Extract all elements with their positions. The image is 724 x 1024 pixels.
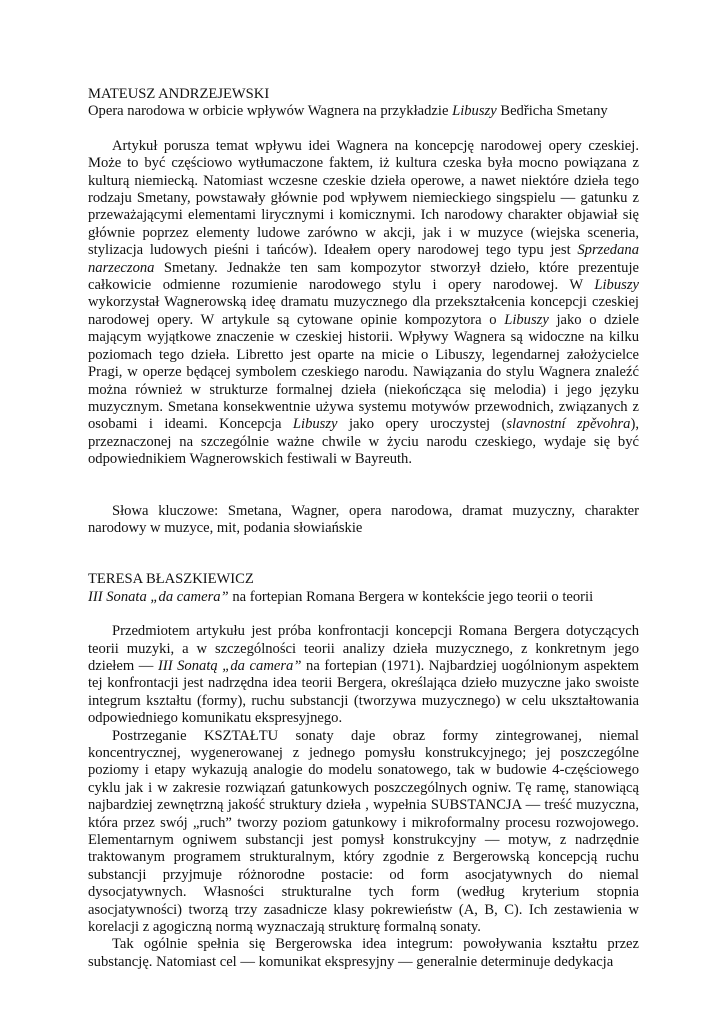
article2-title-text: na fortepian Romana Bergera w kontekście jego teorii o teorii [228, 588, 594, 605]
abstract-text: wykorzystał Wagnerowską ideę dramatu muzycznego dla przekształcenia koncepcji czeskiej narodowej opery. W artykule są cytowane opinie kompozytora o [88, 294, 639, 328]
abstract-italic: Libuszy [594, 277, 639, 294]
article1-author: MATEUSZ ANDRZEJEWSKI [88, 86, 270, 102]
abstract-italic: Libuszy [504, 311, 549, 328]
document-page [88, 86, 639, 971]
article1-title-text-end: Bedřicha Smetany [496, 103, 608, 120]
article1-abstract [88, 138, 639, 469]
article2-paragraph-2: Postrzeganie KSZTAŁTU sonaty daje obraz formy zintegrowanej, niemal koncentrycznej, wygenerowanej z jednego pomysłu konstrukcyjnego; jej poszczególne poziomy i etapy wykazują analogie do modelu sonatowego, tak w budowie 4-częściowego cyklu jak i w zakresie rozwiązań gatunkowych poszczególnych ogniw. Tę ramę, stanowiącą najbardziej zewnętrzną jakość struktury dzieła , wypełnia SUBSTANCJA — treść muzyczna, która przez swój „ruch” tworzy poziom gatunkowy i mikroformalny procesu rozwojowego. Elementarnym ogniwem substancji jest pomysł konstrukcyjny — motyw, z nadrzędnie traktowanym programem strukturalnym, który zgodnie z Bergerowską koncepcją ruchu substancji przyjmuje różnorodne postacie: od form asocjatywnych do niemal dysocjatywnych. Własności strukturalne tych form (według kryterium stopnia asocjatywności) tworzą trzy zasadnicze klasy pokrewieństw (A, B, C). Ich zestawienia w korelacji z agogiczną normą wyznaczają strukturę formalną sonaty. [88, 727, 639, 936]
abstract-text: jako opery uroczystej ( [337, 416, 507, 433]
article1-title [88, 103, 639, 120]
abstract-text: jako o dziele mającym wyjątkowe znaczenie w czeskiej historii. Wpływy Wagnera są widoczne na kilku poziomach tego dzieła. Libretto jest oparte na micie o Libuszy, legendarnej założycielce Pragi, w operze będącej symbolem czeskiego narodu. Nawiązania do stylu Wagnera znaleźć można również w strukturze formalnej dzieła (niekończąca się melodia) i jego języku muzycznym. Smetana konsekwentnie używa systemu motywów przewodnich, związanych z osobami i ideami. Koncepcja [88, 311, 639, 433]
article1-title-text: Opera narodowa w orbicie wpływów Wagnera na przykładzie [88, 103, 453, 120]
article2-title-italic: III Sonata „da camera” [88, 588, 229, 605]
article2-paragraph-1 [88, 623, 639, 727]
spacer [88, 606, 639, 623]
spacer [88, 537, 639, 571]
article2-author: TERESA BŁASZKIEWICZ [88, 571, 254, 588]
article2-title [88, 589, 639, 606]
article1-title-italic: Libuszy [452, 103, 497, 120]
abstract-text: Artykuł porusza temat wpływu idei Wagnera na koncepcję narodowej opery czeskiej. Może to być częściowo wytłumaczone faktem, iż kultura czeska była mocno powiązana z kulturą niemiecką. Natomiast wczesne czeskie dzieła operowe, a nawet niektóre dzieła tego rodzaju Smetany, powstawały głównie pod wpływem niemieckiego singspielu — gatunku z przeważającymi elementami lirycznymi i komicznymi. Ich narodowy charakter objawiał się głównie poprzez elementy ludowe zarówno w akcji, jak i w muzyce (wiejska sceneria, stylizacja ludowych pieśni i tańców). Ideałem opery narodowej tego typu jest [88, 137, 639, 259]
spacer [88, 121, 639, 138]
abstract-italic: slavnostní zpěvohra [506, 416, 631, 433]
abstract-text: Smetany. Jednakże ten sam kompozytor stworzył dzieło, które prezentuje całkowicie odmienne rozumienie narodowego stylu i opery narodowej. W [88, 259, 639, 294]
spacer [88, 469, 639, 503]
paragraph-text: Przedmiotem artykułu jest próba konfrontacji koncepcji Romana Bergera dotyczących teorii muzyki, a w szczególności teorii analizy dzieła muzycznego, z konkretnym jego dziełem — [88, 623, 639, 674]
abstract-italic: Sprzedana narzeczona [88, 242, 639, 276]
article1-keywords: Słowa kluczowe: Smetana, Wagner, opera narodowa, dramat muzyczny, charakter narodowy w muzyce, mit, podania słowiańskie [88, 502, 639, 536]
abstract-italic: Libuszy [292, 416, 338, 433]
article2-paragraph-3: Tak ogólnie spełnia się Bergerowska idea integrum: powoływania kształtu przez substancję. Natomiast cel — komunikat ekspresyjny — generalnie determinuje dedykacja [88, 936, 639, 970]
paragraph-text: na fortepian (1971). Najbardziej uogólnionym aspektem tej konfrontacji jest nadrzędna idea teorii Bergera, określająca dzieło muzyczne jako swoiste integrum kształtu (formy), ruchu substancji (tworzywa muzycznego) w celu ukształtowania odpowiedniego komunikatu ekspresyjnego. [88, 657, 639, 727]
abstract-text: ), przeznaczonej na szczególnie ważne chwile w życiu narodu czeskiego, wydaje się być odpowiednikiem Wagnerowskich festiwali w Bayreuth. [88, 416, 639, 468]
paragraph-italic: III Sonatą „da camera” [157, 657, 302, 674]
